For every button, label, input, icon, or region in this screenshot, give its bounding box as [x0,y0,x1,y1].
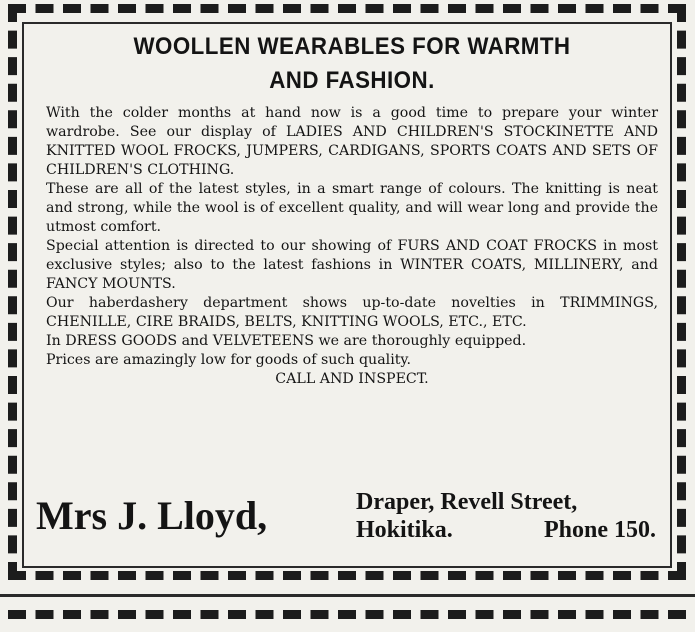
headline [67,30,636,98]
call-to-action: CALL AND INSPECT. [275,371,429,387]
paragraph-prices: Prices are amazingly low for goods of such quality. [46,352,412,368]
address-block [356,488,656,544]
trade-address: Draper, Revell Street, [356,489,578,515]
headline-line-1: WOOLLEN WEARABLES FOR WARMTH [133,33,571,60]
paragraph-furs: Special attention is directed to our showing of FURS AND COAT FROCKS in most exclusive styles; also to the latest fashions in WINTER COATS, MILLINERY, and FANCY MOUNTS. [46,238,658,292]
paragraph-intro: With the colder months at hand now is a good time to prepare your winter wardrobe. See our display of LADIES AND CHILDREN'S STOCKINETTE AND KNITTED WOOL FROCKS, JUMPERS, CARDIGANS, SPORTS COATS AND SETS OF CHILDREN'S CLOTHING. [46,105,658,178]
signature-block [36,488,656,558]
headline-line-2: AND FASHION. [269,67,435,94]
column-rule [0,594,695,597]
ad-copy [46,104,658,389]
proprietor-name: Mrs J. Lloyd, [36,493,268,538]
phone-number: Phone 150. [543,517,656,543]
paragraph-haberdashery: Our haberdashery department shows up-to-date novelties in TRIMMINGS, CHENILLE, CIRE BRAIDS, BELTS, KNITTING WOOLS, ETC., ETC. [46,295,658,330]
next-ad-border-strip [8,610,686,632]
town: Hokitika. [356,517,453,543]
paragraph-dress-goods: In DRESS GOODS and VELVETEENS we are thoroughly equipped. [46,333,527,349]
advertisement-body [46,30,658,389]
paragraph-styles: These are all of the latest styles, in a smart range of colours. The knitting is neat and strong, while the wool is of excellent quality, and will wear long and provide the utmost comfort. [46,181,658,235]
